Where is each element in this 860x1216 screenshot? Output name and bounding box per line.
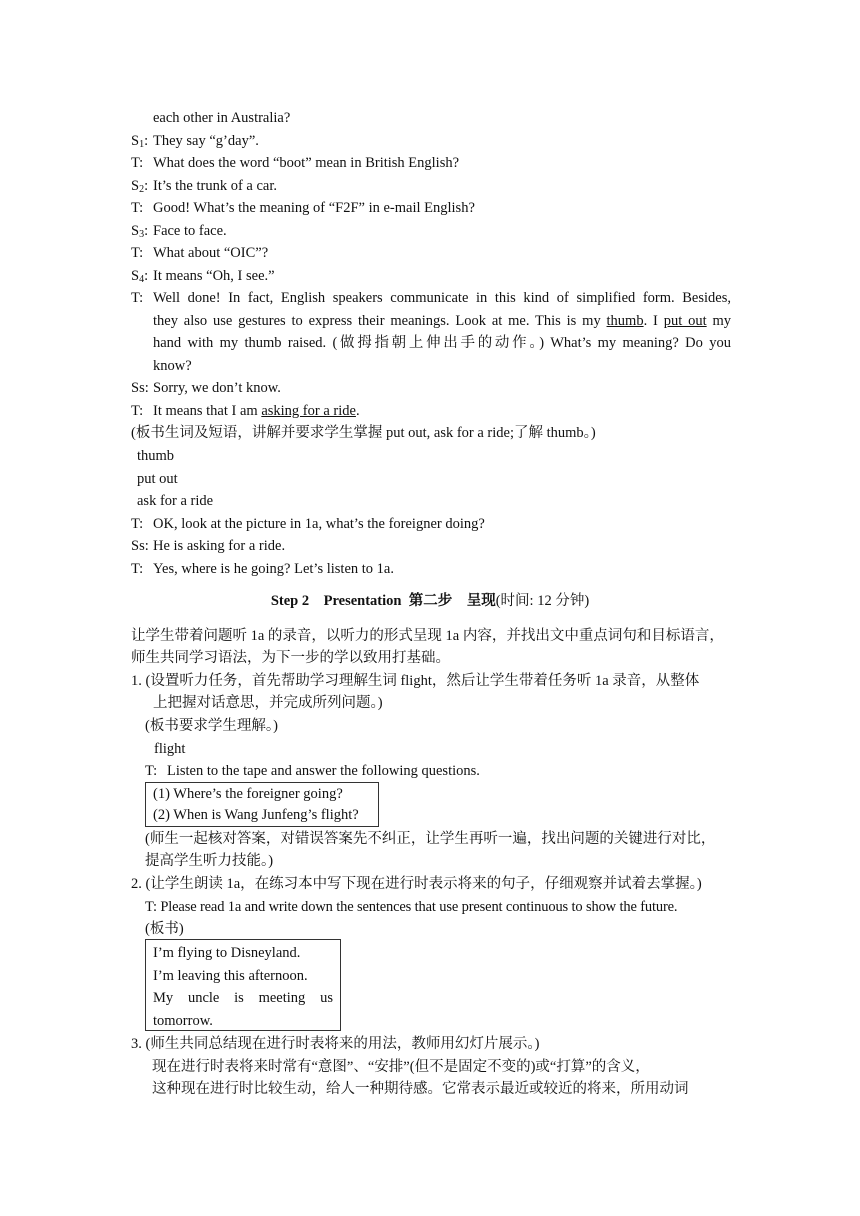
speaker-label: T: bbox=[131, 290, 144, 306]
sentence-item: I’m leaving this afternoon. bbox=[153, 968, 308, 984]
dialogue-line: $S_3$: Face to face. bbox=[131, 220, 731, 246]
speaker-label: $S_3$: bbox=[131, 223, 149, 240]
question-item: (2) When is Wang Junfeng’s flight? bbox=[153, 807, 359, 823]
list-item: 2. (让学生朗读 1a，在练习本中写下现在进行时表示将来的句子，仔细观察并试着去掌握。) bbox=[131, 876, 702, 892]
vocab-item: thumb bbox=[137, 448, 175, 464]
sentence-item: My uncle is meeting us bbox=[153, 990, 333, 1006]
questions-box bbox=[145, 782, 379, 827]
speaker-label: $S_4$: bbox=[131, 268, 149, 285]
dialogue-line: each other in Australia? bbox=[153, 110, 291, 126]
dialogue-line: T: It means that I am asking for a ride. bbox=[131, 400, 731, 422]
speaker-label: Ss: bbox=[131, 538, 149, 554]
board-note: (板书) bbox=[145, 921, 184, 937]
paragraph-line: 这种现在进行时比较生动，给人一种期待感。它常表示最近或较近的将来，所用动词 bbox=[152, 1081, 689, 1097]
vocab-item: flight bbox=[154, 741, 186, 757]
dialogue-line: Ss: Sorry, we don’t know. bbox=[131, 377, 731, 399]
speaker-label: T: bbox=[131, 403, 144, 419]
sentences-box bbox=[145, 939, 341, 1031]
vocab-thumb: thumb bbox=[606, 313, 644, 329]
dialogue-line: they also use gestures to express their meanings. Look at me. This is my thumb. I put out my bbox=[153, 313, 732, 329]
vocab-item: ask for a ride bbox=[137, 493, 214, 509]
speaker-label: $S_2$: bbox=[131, 178, 149, 195]
dialogue-line: T: What about “OIC”? bbox=[131, 242, 731, 264]
dialogue-line: hand with my thumb raised. (做拇指朝上伸出手的动作。) What’s my meaning? Do you bbox=[153, 335, 731, 351]
dialogue-line: $S_1$: They say “g’day”. bbox=[131, 130, 731, 156]
speaker-label: T: bbox=[145, 763, 158, 779]
dialogue-line: Well done! In fact, English speakers communicate in this kind of simplified form. Besides, bbox=[153, 290, 731, 306]
dialogue-line: $S_2$: It’s the trunk of a car. bbox=[131, 175, 731, 201]
paragraph-line: 现在进行时表将来时常有“意图”、“安排”(但不是固定不变的)或“打算”的含义， bbox=[152, 1059, 650, 1075]
dialogue-line: T: What does the word “boot” mean in British English? bbox=[131, 152, 731, 174]
paragraph-line: 提高学生听力技能。) bbox=[145, 853, 274, 869]
paragraph-line: (师生一起核对答案，对错误答案先不纠正，让学生再听一遍，找出问题的关键进行对比， bbox=[145, 831, 716, 847]
speaker-label: T: bbox=[131, 516, 144, 532]
dialogue-line: T: Yes, where is he going? Let’s listen to 1a. bbox=[131, 558, 731, 580]
speaker-label: Ss: bbox=[131, 380, 149, 396]
paragraph-line: 师生共同学习语法，为下一步的学以致用打基础。 bbox=[131, 650, 450, 666]
sentence-item: tomorrow. bbox=[153, 1013, 213, 1029]
board-note: (板书要求学生理解。) bbox=[145, 718, 278, 734]
paragraph-line: 让学生带着问题听 1a 的录音，以听力的形式呈现 1a 内容，并找出文中重点词句和目标语言， bbox=[131, 628, 724, 644]
dialogue-line: T: Good! What’s the meaning of “F2F” in e-mail English? bbox=[131, 197, 731, 219]
list-item: 1. (设置听力任务，首先帮助学习理解生词 flight，然后让学生带着任务听 1a 录音，从整体 bbox=[131, 673, 700, 689]
dialogue-line: know? bbox=[153, 358, 192, 374]
sentence-item: I’m flying to Disneyland. bbox=[153, 945, 301, 961]
dialogue-line: T: OK, look at the picture in 1a, what’s the foreigner doing? bbox=[131, 513, 731, 535]
question-item: (1) Where’s the foreigner going? bbox=[153, 786, 343, 802]
board-note: (板书生词及短语，讲解并要求学生掌握 put out, ask for a ride;了解 thumb。) bbox=[131, 425, 596, 441]
dialogue-line: T: Listen to the tape and answer the following questions. bbox=[145, 760, 745, 782]
speaker-label: T: bbox=[131, 561, 144, 577]
vocab-item: put out bbox=[137, 471, 178, 487]
vocab-asking-for-a-ride: asking for a ride bbox=[261, 403, 356, 419]
dialogue-line: Ss: He is asking for a ride. bbox=[131, 535, 731, 557]
speaker-label: T: bbox=[131, 155, 144, 171]
dialogue-line: T: Please read 1a and write down the sentences that use present continuous to show the future. bbox=[145, 899, 678, 915]
speaker-label: $S_1$: bbox=[131, 133, 149, 150]
vocab-put-out: put out bbox=[663, 313, 707, 329]
list-item: 3. (师生共同总结现在进行时表将来的用法，教师用幻灯片展示。) bbox=[131, 1036, 540, 1052]
section-heading: Step 2 Presentation 第二步 呈现(时间: 12 分钟) bbox=[270, 593, 590, 609]
list-item-continued: 上把握对话意思，并完成所列问题。) bbox=[153, 695, 383, 711]
dialogue-line: $S_4$: It means “Oh, I see.” bbox=[131, 265, 731, 291]
speaker-label: T: bbox=[131, 245, 144, 261]
speaker-label: T: bbox=[131, 200, 144, 216]
